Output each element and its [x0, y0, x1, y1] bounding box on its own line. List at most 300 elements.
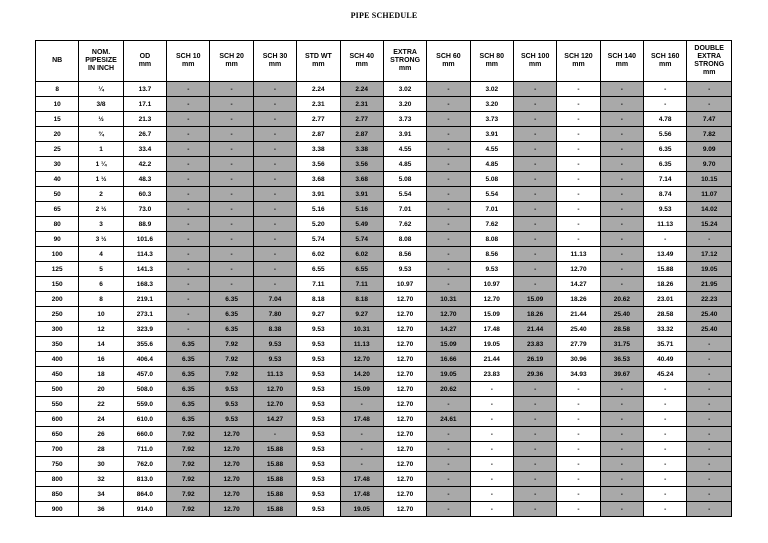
- table-cell: 12.70: [383, 442, 426, 457]
- table-cell: -: [600, 142, 643, 157]
- table-cell: 28.58: [600, 322, 643, 337]
- table-cell: 26: [79, 427, 123, 442]
- table-cell: 10.97: [383, 277, 426, 292]
- table-body: [36, 82, 732, 517]
- table-row: [36, 202, 732, 217]
- table-cell: -: [513, 217, 556, 232]
- table-cell: -: [470, 412, 513, 427]
- table-cell: -: [427, 247, 470, 262]
- table-cell: -: [557, 442, 600, 457]
- table-cell: 7.01: [470, 202, 513, 217]
- table-cell: -: [340, 427, 383, 442]
- table-cell: 3.56: [297, 157, 340, 172]
- table-cell: 10.15: [687, 172, 732, 187]
- table-cell: -: [513, 382, 556, 397]
- table-cell: -: [470, 397, 513, 412]
- table-cell: 4.85: [470, 157, 513, 172]
- table-cell: 4.78: [644, 112, 687, 127]
- table-row: [36, 292, 732, 307]
- table-cell: 45.24: [644, 367, 687, 382]
- table-cell: 7.92: [210, 337, 253, 352]
- table-cell: 101.6: [123, 232, 166, 247]
- table-cell: -: [600, 187, 643, 202]
- table-cell: 914.0: [123, 502, 166, 517]
- column-header: SCH 100 mm: [513, 41, 556, 82]
- table-cell: 12: [79, 322, 123, 337]
- table-cell: 12.70: [383, 382, 426, 397]
- table-cell: -: [210, 112, 253, 127]
- table-cell: -: [687, 352, 732, 367]
- table-cell: 12.70: [210, 487, 253, 502]
- table-cell: -: [470, 382, 513, 397]
- table-cell: 9.53: [297, 427, 340, 442]
- table-cell: -: [167, 262, 210, 277]
- table-cell: 9.53: [297, 442, 340, 457]
- table-cell: 17.12: [687, 247, 732, 262]
- table-cell: -: [167, 187, 210, 202]
- table-row: [36, 472, 732, 487]
- table-cell: -: [253, 127, 296, 142]
- table-cell: -: [644, 397, 687, 412]
- table-cell: -: [600, 112, 643, 127]
- table-cell: 9.09: [687, 142, 732, 157]
- table-cell: 5.54: [470, 187, 513, 202]
- table-cell: 2.87: [297, 127, 340, 142]
- table-cell: -: [557, 472, 600, 487]
- table-cell: 355.6: [123, 337, 166, 352]
- table-cell: -: [340, 397, 383, 412]
- table-cell: -: [427, 127, 470, 142]
- table-cell: 800: [36, 472, 79, 487]
- table-cell: -: [427, 157, 470, 172]
- table-cell: -: [557, 202, 600, 217]
- table-cell: 7.82: [687, 127, 732, 142]
- table-cell: 114.3: [123, 247, 166, 262]
- table-cell: 1 ¼: [79, 157, 123, 172]
- table-cell: -: [687, 412, 732, 427]
- table-cell: 6.55: [297, 262, 340, 277]
- table-cell: 11.13: [253, 367, 296, 382]
- table-cell: -: [600, 247, 643, 262]
- table-cell: -: [427, 187, 470, 202]
- table-cell: 12.70: [210, 502, 253, 517]
- table-cell: 2.87: [340, 127, 383, 142]
- column-header: EXTRA STRONG mm: [383, 41, 426, 82]
- table-cell: -: [644, 412, 687, 427]
- table-cell: 15.09: [470, 307, 513, 322]
- table-cell: 10: [36, 97, 79, 112]
- table-cell: 88.9: [123, 217, 166, 232]
- table-cell: 9.53: [297, 502, 340, 517]
- table-cell: 6.35: [167, 337, 210, 352]
- table-cell: -: [167, 202, 210, 217]
- table-cell: 21.3: [123, 112, 166, 127]
- table-cell: 17.1: [123, 97, 166, 112]
- table-cell: 7.01: [383, 202, 426, 217]
- table-cell: 9.53: [297, 352, 340, 367]
- table-cell: 60.3: [123, 187, 166, 202]
- table-cell: 5.54: [383, 187, 426, 202]
- table-cell: 28.58: [644, 307, 687, 322]
- table-cell: 15.24: [687, 217, 732, 232]
- table-cell: 35.71: [644, 337, 687, 352]
- table-cell: -: [427, 82, 470, 97]
- table-cell: 22: [79, 397, 123, 412]
- table-cell: -: [644, 382, 687, 397]
- table-cell: 5.74: [297, 232, 340, 247]
- table-cell: -: [210, 202, 253, 217]
- table-cell: -: [253, 82, 296, 97]
- table-cell: -: [427, 142, 470, 157]
- table-cell: 813.0: [123, 472, 166, 487]
- table-cell: -: [600, 427, 643, 442]
- table-cell: 21.95: [687, 277, 732, 292]
- table-row: [36, 82, 732, 97]
- table-row: [36, 127, 732, 142]
- table-cell: 65: [36, 202, 79, 217]
- table-cell: 864.0: [123, 487, 166, 502]
- table-cell: 6.35: [210, 307, 253, 322]
- table-cell: 17.48: [340, 487, 383, 502]
- table-cell: -: [210, 172, 253, 187]
- table-cell: 14.27: [253, 412, 296, 427]
- table-cell: 5.16: [297, 202, 340, 217]
- table-cell: -: [557, 142, 600, 157]
- table-cell: 711.0: [123, 442, 166, 457]
- table-cell: 1 ½: [79, 172, 123, 187]
- table-cell: 17.48: [470, 322, 513, 337]
- table-cell: -: [687, 232, 732, 247]
- table-cell: 25.40: [687, 307, 732, 322]
- table-cell: -: [687, 487, 732, 502]
- table-cell: 3 ½: [79, 232, 123, 247]
- table-cell: -: [557, 427, 600, 442]
- table-cell: -: [600, 277, 643, 292]
- table-cell: -: [253, 427, 296, 442]
- table-cell: 4.55: [470, 142, 513, 157]
- table-cell: -: [600, 457, 643, 472]
- table-cell: -: [513, 202, 556, 217]
- table-cell: -: [427, 502, 470, 517]
- table-cell: -: [253, 202, 296, 217]
- table-cell: 6.35: [167, 382, 210, 397]
- table-row: [36, 187, 732, 202]
- table-cell: 25.40: [687, 322, 732, 337]
- table-cell: 11.07: [687, 187, 732, 202]
- table-cell: 762.0: [123, 457, 166, 472]
- table-cell: 12.70: [383, 487, 426, 502]
- table-cell: 9.53: [297, 412, 340, 427]
- table-cell: 5.08: [383, 172, 426, 187]
- table-cell: 12.70: [383, 367, 426, 382]
- table-cell: -: [513, 502, 556, 517]
- table-cell: 19.05: [470, 337, 513, 352]
- table-cell: 14.27: [557, 277, 600, 292]
- table-cell: 7.11: [297, 277, 340, 292]
- table-cell: 12.70: [383, 352, 426, 367]
- table-cell: 7.92: [167, 427, 210, 442]
- table-cell: -: [253, 187, 296, 202]
- table-cell: -: [557, 397, 600, 412]
- column-header: SCH 20 mm: [210, 41, 253, 82]
- table-cell: 3.91: [383, 127, 426, 142]
- table-cell: 3.68: [297, 172, 340, 187]
- table-cell: 457.0: [123, 367, 166, 382]
- table-cell: -: [513, 472, 556, 487]
- table-cell: 23.83: [470, 367, 513, 382]
- table-cell: -: [167, 127, 210, 142]
- table-cell: 300: [36, 322, 79, 337]
- table-cell: 660.0: [123, 427, 166, 442]
- table-cell: -: [513, 412, 556, 427]
- table-cell: -: [557, 157, 600, 172]
- table-cell: -: [644, 82, 687, 97]
- table-cell: 6.02: [297, 247, 340, 262]
- table-cell: 12.70: [210, 442, 253, 457]
- table-cell: 2.24: [297, 82, 340, 97]
- table-row: [36, 157, 732, 172]
- table-cell: 750: [36, 457, 79, 472]
- table-row: [36, 502, 732, 517]
- table-cell: -: [600, 127, 643, 142]
- table-cell: 3.56: [340, 157, 383, 172]
- table-cell: 3.68: [340, 172, 383, 187]
- column-header: STD WT mm: [297, 41, 340, 82]
- table-cell: 7.92: [167, 502, 210, 517]
- table-row: [36, 427, 732, 442]
- table-cell: 15.88: [253, 442, 296, 457]
- table-cell: -: [253, 172, 296, 187]
- table-cell: -: [687, 337, 732, 352]
- table-cell: -: [167, 112, 210, 127]
- column-header: DOUBLE EXTRA STRONG mm: [687, 41, 732, 82]
- table-cell: -: [470, 457, 513, 472]
- table-cell: 2.77: [297, 112, 340, 127]
- table-cell: -: [600, 472, 643, 487]
- table-cell: 7.62: [470, 217, 513, 232]
- table-cell: -: [600, 487, 643, 502]
- table-cell: 10: [79, 307, 123, 322]
- table-cell: 2.31: [340, 97, 383, 112]
- table-cell: 2 ½: [79, 202, 123, 217]
- table-cell: -: [513, 232, 556, 247]
- table-cell: -: [167, 82, 210, 97]
- table-cell: 9.53: [253, 337, 296, 352]
- table-cell: 9.53: [383, 262, 426, 277]
- table-cell: 5.08: [470, 172, 513, 187]
- table-cell: -: [210, 157, 253, 172]
- table-cell: -: [513, 457, 556, 472]
- table-cell: 4.85: [383, 157, 426, 172]
- table-cell: 18: [79, 367, 123, 382]
- table-cell: 3/8: [79, 97, 123, 112]
- table-cell: -: [644, 487, 687, 502]
- table-cell: 273.1: [123, 307, 166, 322]
- table-cell: 10.97: [470, 277, 513, 292]
- table-cell: -: [644, 472, 687, 487]
- table-cell: 32: [79, 472, 123, 487]
- table-cell: -: [687, 457, 732, 472]
- table-cell: 8.56: [470, 247, 513, 262]
- table-cell: 9.27: [297, 307, 340, 322]
- table-cell: 34.93: [557, 367, 600, 382]
- table-cell: 6.35: [167, 352, 210, 367]
- table-cell: 559.0: [123, 397, 166, 412]
- table-cell: 12.70: [210, 472, 253, 487]
- table-cell: -: [427, 397, 470, 412]
- column-header: SCH 40 mm: [340, 41, 383, 82]
- table-cell: 12.70: [383, 337, 426, 352]
- table-cell: 26.7: [123, 127, 166, 142]
- table-cell: 500: [36, 382, 79, 397]
- table-cell: 8.56: [383, 247, 426, 262]
- table-cell: 12.70: [383, 457, 426, 472]
- table-cell: -: [513, 487, 556, 502]
- table-cell: -: [600, 442, 643, 457]
- table-cell: 25.40: [600, 307, 643, 322]
- table-cell: 450: [36, 367, 79, 382]
- column-header: SCH 160 mm: [644, 41, 687, 82]
- table-cell: 5.16: [340, 202, 383, 217]
- table-cell: 30.96: [557, 352, 600, 367]
- table-cell: -: [253, 277, 296, 292]
- table-cell: 8: [79, 292, 123, 307]
- table-cell: -: [557, 187, 600, 202]
- table-cell: -: [427, 172, 470, 187]
- table-cell: 9.53: [297, 337, 340, 352]
- table-cell: 4.55: [383, 142, 426, 157]
- table-cell: -: [600, 262, 643, 277]
- table-cell: -: [427, 202, 470, 217]
- table-cell: -: [513, 247, 556, 262]
- table-cell: -: [557, 382, 600, 397]
- table-cell: -: [210, 277, 253, 292]
- table-cell: -: [427, 472, 470, 487]
- table-cell: 18.26: [513, 307, 556, 322]
- table-cell: -: [644, 442, 687, 457]
- table-cell: 10.31: [427, 292, 470, 307]
- table-cell: 168.3: [123, 277, 166, 292]
- table-cell: -: [427, 217, 470, 232]
- table-cell: -: [513, 172, 556, 187]
- table-cell: 14.27: [427, 322, 470, 337]
- table-cell: 9.53: [297, 367, 340, 382]
- table-cell: 7.92: [167, 472, 210, 487]
- table-cell: -: [644, 502, 687, 517]
- table-cell: -: [470, 442, 513, 457]
- table-cell: -: [513, 442, 556, 457]
- column-header: NOM. PIPESIZE IN INCH: [79, 41, 123, 82]
- table-cell: 12.70: [383, 397, 426, 412]
- table-cell: 12.70: [383, 292, 426, 307]
- table-cell: -: [210, 247, 253, 262]
- table-cell: ¾: [79, 127, 123, 142]
- table-cell: 13.7: [123, 82, 166, 97]
- table-cell: 23.83: [513, 337, 556, 352]
- table-cell: -: [210, 217, 253, 232]
- table-cell: -: [644, 427, 687, 442]
- table-cell: -: [557, 97, 600, 112]
- table-cell: -: [687, 97, 732, 112]
- table-cell: 610.0: [123, 412, 166, 427]
- table-cell: 26.19: [513, 352, 556, 367]
- document-title: PIPE SCHEDULE: [350, 11, 418, 20]
- table-cell: 12.70: [210, 457, 253, 472]
- table-cell: 1: [79, 142, 123, 157]
- table-cell: -: [600, 172, 643, 187]
- table-cell: -: [600, 217, 643, 232]
- table-cell: -: [470, 472, 513, 487]
- table-row: [36, 217, 732, 232]
- table-cell: -: [600, 412, 643, 427]
- table-cell: 15.09: [340, 382, 383, 397]
- table-cell: 3.91: [340, 187, 383, 202]
- table-cell: 15.88: [253, 457, 296, 472]
- table-cell: 15.09: [427, 337, 470, 352]
- table-cell: 24: [79, 412, 123, 427]
- table-cell: 3.38: [297, 142, 340, 157]
- table-cell: -: [513, 157, 556, 172]
- table-cell: 15: [36, 112, 79, 127]
- table-cell: 8.08: [383, 232, 426, 247]
- pipe-schedule-table: [35, 40, 732, 517]
- table-cell: 80: [36, 217, 79, 232]
- table-cell: 11.13: [340, 337, 383, 352]
- table-cell: 20.62: [427, 382, 470, 397]
- table-cell: 141.3: [123, 262, 166, 277]
- table-cell: 100: [36, 247, 79, 262]
- table-cell: 15.88: [253, 502, 296, 517]
- table-cell: 6.35: [167, 367, 210, 382]
- table-cell: 17.48: [340, 472, 383, 487]
- table-cell: -: [687, 82, 732, 97]
- table-cell: -: [644, 97, 687, 112]
- table-row: [36, 247, 732, 262]
- table-cell: 2: [79, 187, 123, 202]
- table-cell: 219.1: [123, 292, 166, 307]
- table-cell: -: [513, 82, 556, 97]
- table-cell: 12.70: [383, 322, 426, 337]
- table-cell: -: [687, 442, 732, 457]
- table-cell: 6.55: [340, 262, 383, 277]
- table-cell: -: [167, 277, 210, 292]
- table-cell: 12.70: [383, 502, 426, 517]
- table-cell: 9.53: [297, 397, 340, 412]
- table-row: [36, 262, 732, 277]
- header-row: [36, 41, 732, 82]
- table-cell: -: [687, 382, 732, 397]
- table-cell: -: [600, 232, 643, 247]
- table-cell: 125: [36, 262, 79, 277]
- table-cell: 6.35: [167, 412, 210, 427]
- table-cell: 25: [36, 142, 79, 157]
- table-row: [36, 277, 732, 292]
- table-cell: 10.31: [340, 322, 383, 337]
- table-cell: -: [167, 97, 210, 112]
- table-cell: 48.3: [123, 172, 166, 187]
- table-cell: 200: [36, 292, 79, 307]
- table-row: [36, 442, 732, 457]
- table-cell: 12.70: [253, 382, 296, 397]
- table-cell: 850: [36, 487, 79, 502]
- table-cell: 18.26: [644, 277, 687, 292]
- table-cell: -: [557, 112, 600, 127]
- table-cell: 350: [36, 337, 79, 352]
- table-cell: 600: [36, 412, 79, 427]
- table-cell: 50: [36, 187, 79, 202]
- table-cell: 11.13: [557, 247, 600, 262]
- table-cell: 3.20: [470, 97, 513, 112]
